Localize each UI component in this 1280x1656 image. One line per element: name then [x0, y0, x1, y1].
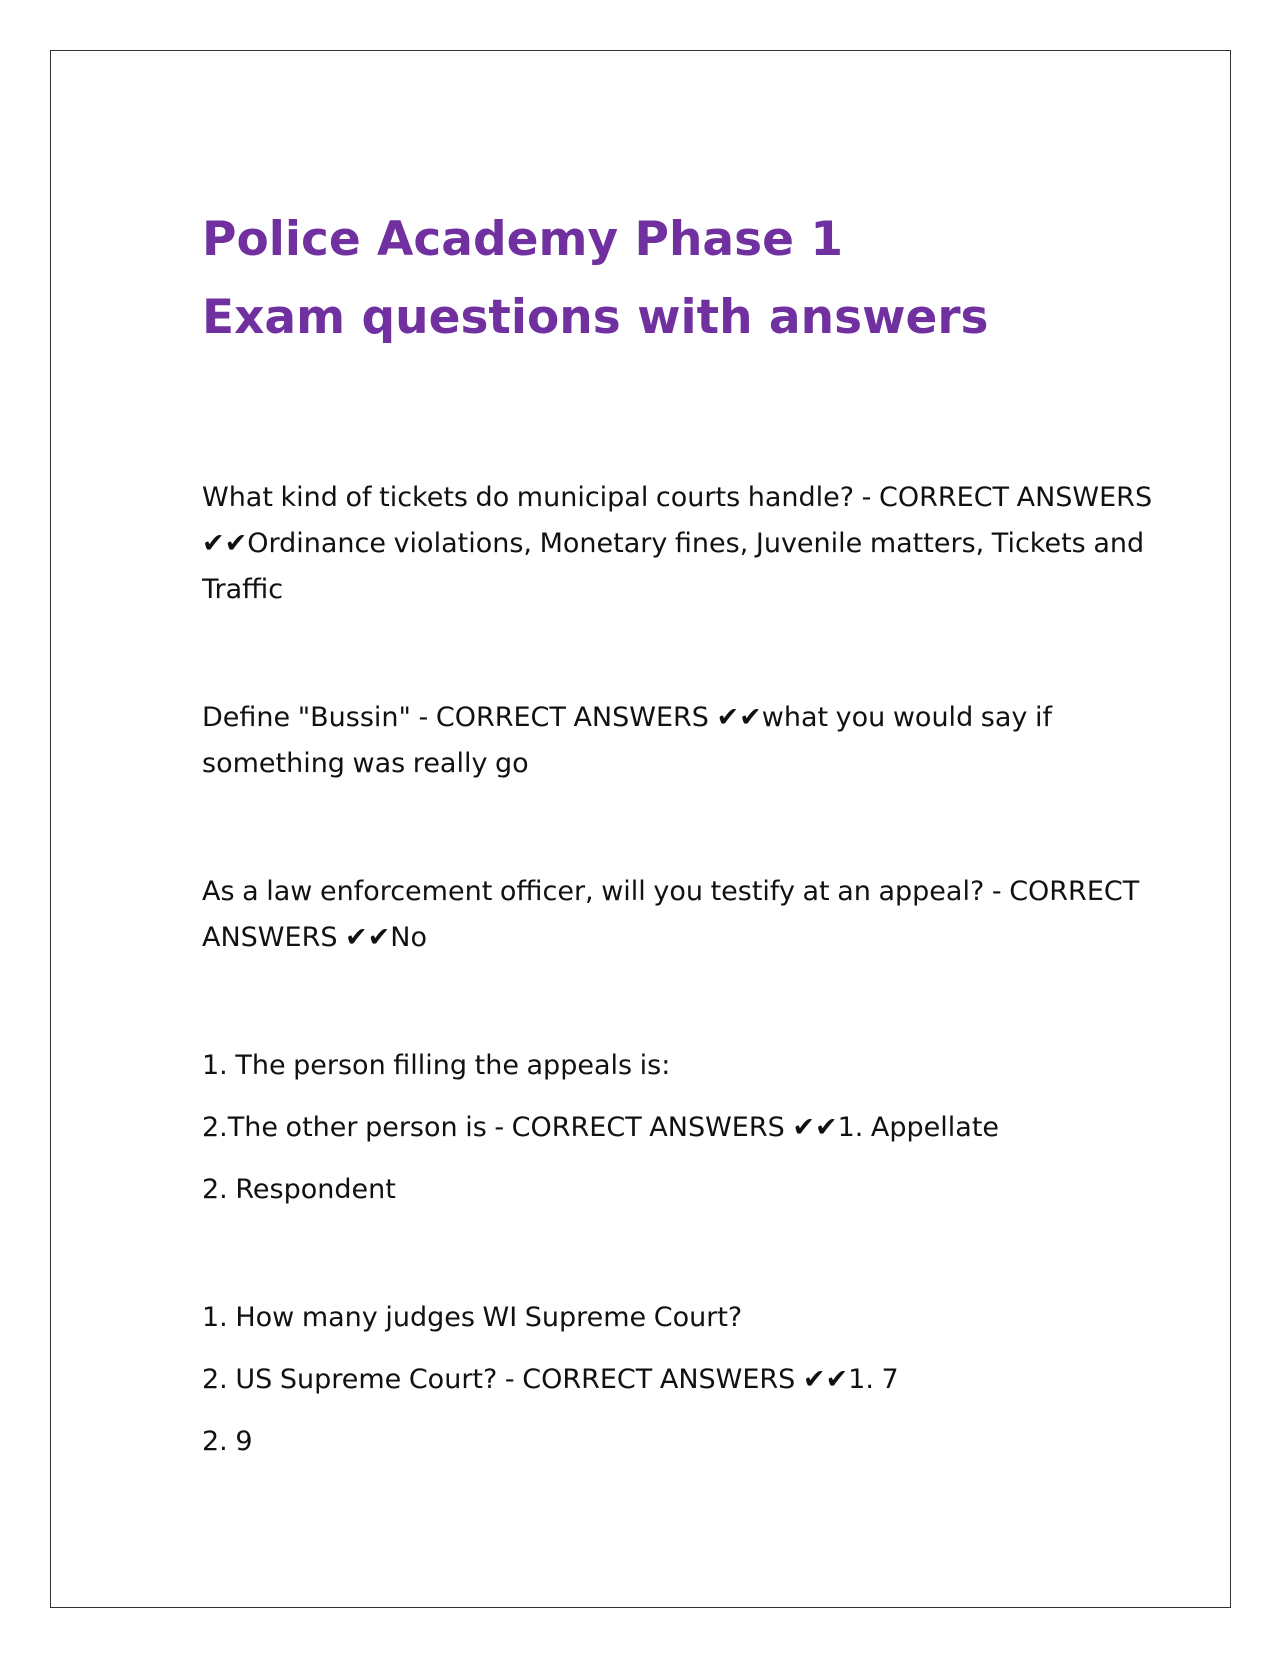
qa-item [202, 869, 1182, 961]
document-page [50, 50, 1231, 1608]
document-content [202, 201, 1182, 1547]
qa-item [202, 1295, 1182, 1465]
qa-line: 2.The other person is - CORRECT ANSWERS ✔✔1. Appellate [202, 1112, 1000, 1143]
qa-item [202, 1043, 1182, 1213]
qa-line: What kind of tickets do municipal courts handle? - CORRECT ANSWERS ✔✔Ordinance violations, Monetary fines, Juvenile matters, Tickets and Traffic [202, 482, 1153, 605]
qa-list [202, 475, 1182, 1465]
qa-line: 2. Respondent [202, 1174, 396, 1205]
qa-item [202, 695, 1182, 787]
qa-item [202, 475, 1182, 613]
qa-line: 1. The person filling the appeals is: [202, 1050, 671, 1081]
qa-line: Define "Bussin" - CORRECT ANSWERS ✔✔what you would say if something was really go [202, 702, 1052, 779]
qa-line: 2. US Supreme Court? - CORRECT ANSWERS ✔✔1. 7 [202, 1364, 899, 1395]
qa-line: 2. 9 [202, 1426, 253, 1457]
document-title: Police Academy Phase 1 Exam questions with answers [202, 212, 989, 345]
qa-line: 1. How many judges WI Supreme Court? [202, 1302, 743, 1333]
qa-line: As a law enforcement officer, will you testify at an appeal? - CORRECT ANSWERS ✔✔No [202, 876, 1140, 953]
